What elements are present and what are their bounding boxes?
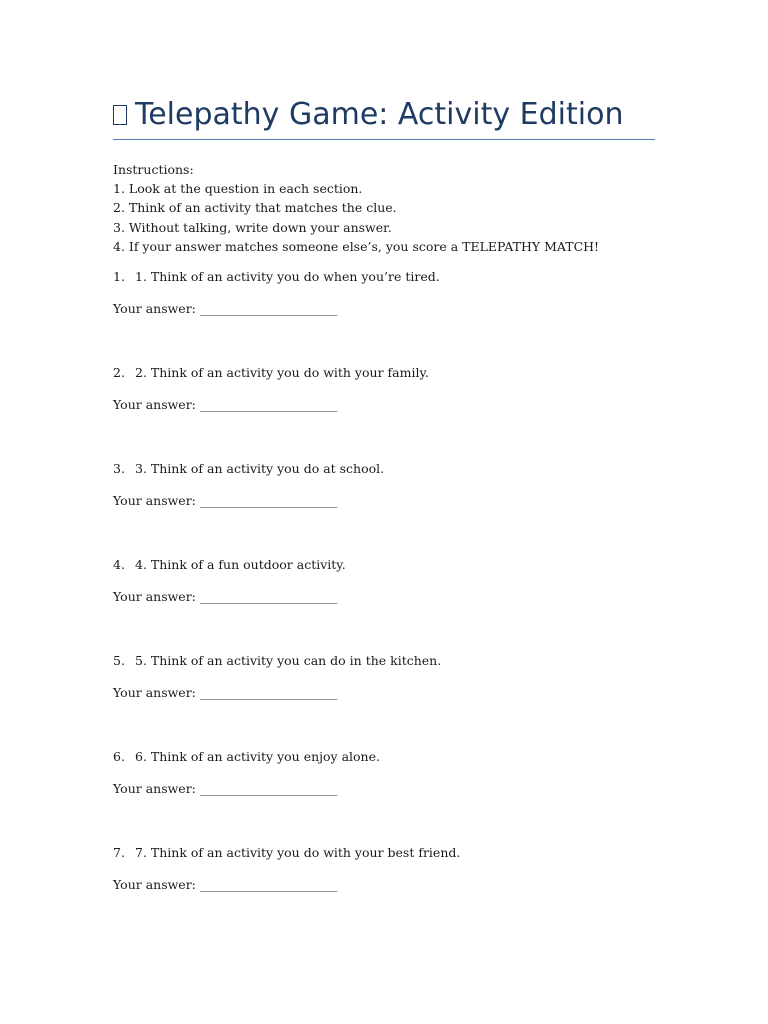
question-3 — [113, 461, 655, 476]
instruction-step: 3. Without talking, write down your answer. — [113, 219, 392, 235]
question-1 — [113, 269, 655, 284]
question-text: 3. Think of an activity you do at school. — [135, 461, 385, 476]
question-number: 2. — [113, 365, 125, 380]
title-text: Telepathy Game: Activity Edition — [135, 97, 624, 132]
instructions-heading: Instructions: — [113, 162, 194, 177]
question-2 — [113, 365, 655, 380]
answer-field-2[interactable]: Your answer: ______________________ — [113, 397, 338, 412]
answer-field-4[interactable]: Your answer: ______________________ — [113, 589, 338, 604]
question-number: 6. — [113, 749, 125, 764]
answer-field-6[interactable]: Your answer: ______________________ — [113, 781, 338, 796]
answer-field-1[interactable]: Your answer: ______________________ — [113, 301, 338, 316]
question-number: 7. — [113, 845, 125, 860]
title-divider — [113, 139, 655, 140]
missing-glyph-icon — [113, 105, 127, 125]
question-7 — [113, 845, 655, 860]
question-text: 2. Think of an activity you do with your family. — [135, 365, 429, 380]
instruction-step: 4. If your answer matches someone else’s, you score a TELEPATHY MATCH! — [113, 238, 600, 254]
question-5 — [113, 653, 655, 668]
question-6 — [113, 749, 655, 764]
question-text: 7. Think of an activity you do with your best friend. — [135, 845, 461, 860]
page-title — [113, 96, 655, 134]
instruction-step: 2. Think of an activity that matches the clue. — [113, 200, 397, 216]
question-text: 1. Think of an activity you do when you’re tired. — [135, 269, 440, 284]
instruction-step: 1. Look at the question in each section. — [113, 181, 363, 197]
question-4 — [113, 557, 655, 572]
answer-field-3[interactable]: Your answer: ______________________ — [113, 493, 338, 508]
question-number: 1. — [113, 269, 125, 284]
question-number: 5. — [113, 653, 125, 668]
question-number: 4. — [113, 557, 125, 572]
answer-field-7[interactable]: Your answer: ______________________ — [113, 877, 338, 892]
question-text: 5. Think of an activity you can do in the kitchen. — [135, 653, 442, 668]
question-text: 4. Think of a fun outdoor activity. — [135, 557, 346, 572]
question-number: 3. — [113, 461, 125, 476]
instructions-block — [113, 160, 655, 256]
answer-field-5[interactable]: Your answer: ______________________ — [113, 685, 338, 700]
question-text: 6. Think of an activity you enjoy alone. — [135, 749, 380, 764]
